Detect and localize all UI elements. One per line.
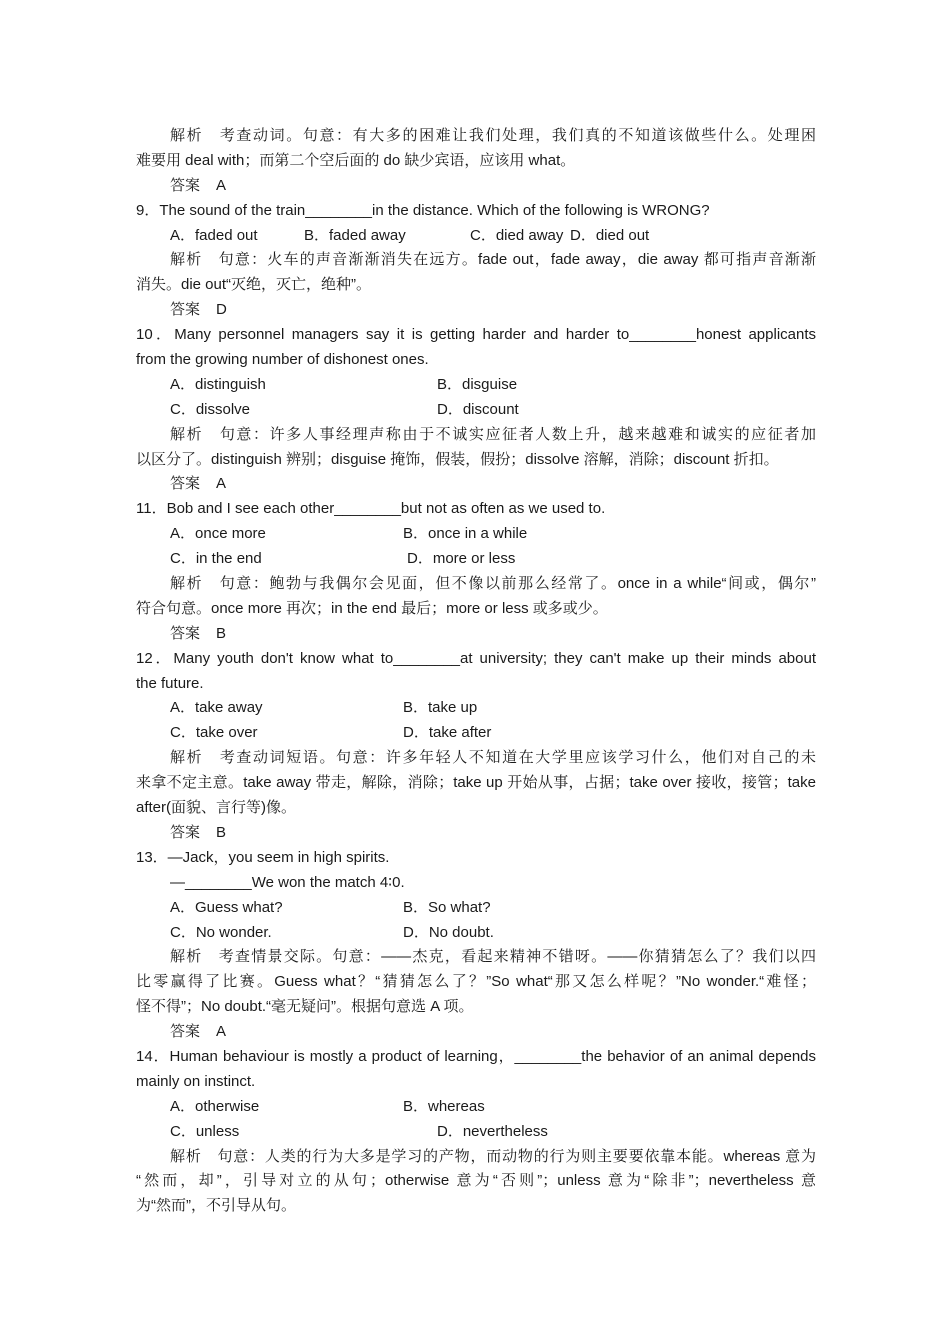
answer-label: 答案: [170, 301, 201, 319]
answer-label: 答案: [170, 176, 201, 194]
answer-11: [136, 622, 816, 647]
option-c: C．No wonder.: [170, 923, 272, 941]
option-c: C．dissolve: [170, 400, 251, 418]
answer-value: B: [216, 624, 227, 642]
option-d: D．No doubt.: [403, 923, 494, 941]
option-a: A．Guess what?: [170, 898, 283, 916]
explanation-line: 怪不得”；No doubt.“毫无疑问”。根据句意选 A 项。: [136, 998, 474, 1016]
explanation-line: after(面貌、言行等)像。: [136, 799, 297, 817]
option-b: B．So what?: [403, 898, 491, 916]
question-10-options: [136, 398, 816, 423]
question-9-options: [136, 224, 816, 249]
option-d: D．died out: [570, 226, 650, 244]
answer-12: [136, 821, 816, 846]
option-a: A．faded out: [170, 226, 258, 244]
question-11-stem: 11．Bob and I see each other________but not as often as we used to.: [136, 500, 606, 518]
option-b: B．once in a while: [403, 525, 528, 543]
question-13-reply: —________We won the match 4∶0.: [170, 873, 405, 891]
option-b: B．whereas: [403, 1097, 485, 1115]
option-c: C．take over: [170, 724, 258, 742]
question-13-options: [136, 896, 816, 921]
option-b: B．take up: [403, 699, 478, 717]
option-b: B．faded away: [304, 226, 406, 244]
explanation-line: 符合句意。once more 再次；in the end 最后；more or less 或多或少。: [136, 599, 608, 617]
question-12-stem: 12．Many youth don't know what to________at university; they can't make up their minds about: [136, 649, 816, 667]
option-c: C．in the end: [170, 550, 262, 568]
option-d: D．take after: [403, 724, 492, 742]
answer-value: D: [216, 301, 227, 319]
explanation-line: 解析 考查动词。句意：有大多的困难让我们处理，我们真的不知道该做些什么。处理困: [170, 127, 816, 144]
option-c: C．died away: [470, 226, 564, 244]
option-d: D．nevertheless: [437, 1122, 548, 1140]
question-14-options: [136, 1095, 816, 1120]
explanation-line: 来拿不定主意。take away 带走，解除，消除；take up 开始从事，占据；take over 接收，接管；take: [136, 774, 816, 792]
option-b: B．disguise: [437, 375, 518, 393]
explanation-line: 解析 考查情景交际。句意：——杰克，看起来精神不错呀。——你猜猜怎么了？我们以四: [170, 948, 816, 966]
explanation-line: 以区分了。distinguish 辨别；disguise 掩饰，假装，假扮；dissolve 溶解，消除；discount 折扣。: [136, 450, 779, 468]
document-page: [136, 124, 816, 1219]
question-14-stem: mainly on instinct.: [136, 1072, 256, 1090]
explanation-line: 解析 句意：火车的声音渐渐消失在远方。fade out，fade away，die away 都可指声音渐渐: [170, 251, 816, 269]
answer-value: B: [216, 823, 227, 841]
explanation-line: 消失。die out“灭绝，灭亡，绝种”。: [136, 276, 372, 294]
explanation-line: 解析 句意：人类的行为大多是学习的产物，而动物的行为则主要要依靠本能。whereas 意为: [170, 1147, 816, 1165]
question-12-options: [136, 721, 816, 746]
answer-value: A: [216, 176, 227, 194]
answer-label: 答案: [170, 1023, 201, 1041]
question-10-stem: from the growing number of dishonest ones.: [136, 351, 429, 369]
option-d: D．more or less: [407, 550, 516, 568]
question-14-stem: 14．Human behaviour is mostly a product of learning，________the behavior of an animal depends: [136, 1047, 816, 1065]
option-c: C．unless: [170, 1122, 240, 1140]
question-11-options: [136, 547, 816, 572]
explanation-line: 难要用 deal with；而第二个空后面的 do 缺少宾语，应该用 what。: [136, 151, 576, 169]
question-10-stem: 10．Many personnel managers say it is getting harder and harder to________honest applicants: [136, 326, 816, 344]
answer-label: 答案: [170, 624, 201, 642]
question-9-stem: 9．The sound of the train________in the distance. Which of the following is WRONG?: [136, 201, 710, 219]
answer-8: [136, 174, 816, 199]
explanation-line: “然而，却”，引导对立的从句；otherwise 意为“否则”；unless 意为“除非”；nevertheless 意: [136, 1172, 816, 1190]
option-a: A．take away: [170, 699, 263, 717]
answer-value: A: [216, 1023, 227, 1041]
explanation-line: 比零赢得了比赛。Guess what？“猜猜怎么了？”So what“那又怎么样呢？”No wonder.“难怪；: [136, 973, 816, 991]
explanation-line: 解析 考查动词短语。句意：许多年轻人不知道在大学里应该学习什么，他们对自己的未: [170, 749, 816, 767]
answer-value: A: [216, 475, 227, 493]
option-a: A．once more: [170, 525, 266, 543]
question-12-stem: the future.: [136, 674, 204, 692]
question-13-stem: 13．—Jack，you seem in high spirits.: [136, 848, 390, 866]
question-11-options: [136, 522, 816, 547]
option-d: D．discount: [437, 400, 519, 418]
question-10-options: [136, 373, 816, 398]
explanation-line: 解析 句意：鲍勃与我偶尔会见面，但不像以前那么经常了。once in a while“间或，偶尔”: [170, 575, 816, 593]
answer-13: [136, 1020, 816, 1045]
option-a: A．distinguish: [170, 375, 266, 393]
explanation-line: 解析 句意：许多人事经理声称由于不诚实应征者人数上升，越来越难和诚实的应征者加: [170, 425, 816, 443]
question-12-options: [136, 696, 816, 721]
answer-9: [136, 298, 816, 323]
question-13-options: [136, 921, 816, 946]
explanation-line: 为“然而”，不引导从句。: [136, 1197, 296, 1215]
question-14-options: [136, 1120, 816, 1145]
option-a: A．otherwise: [170, 1097, 260, 1115]
answer-10: [136, 472, 816, 497]
answer-label: 答案: [170, 475, 201, 493]
answer-label: 答案: [170, 823, 201, 841]
